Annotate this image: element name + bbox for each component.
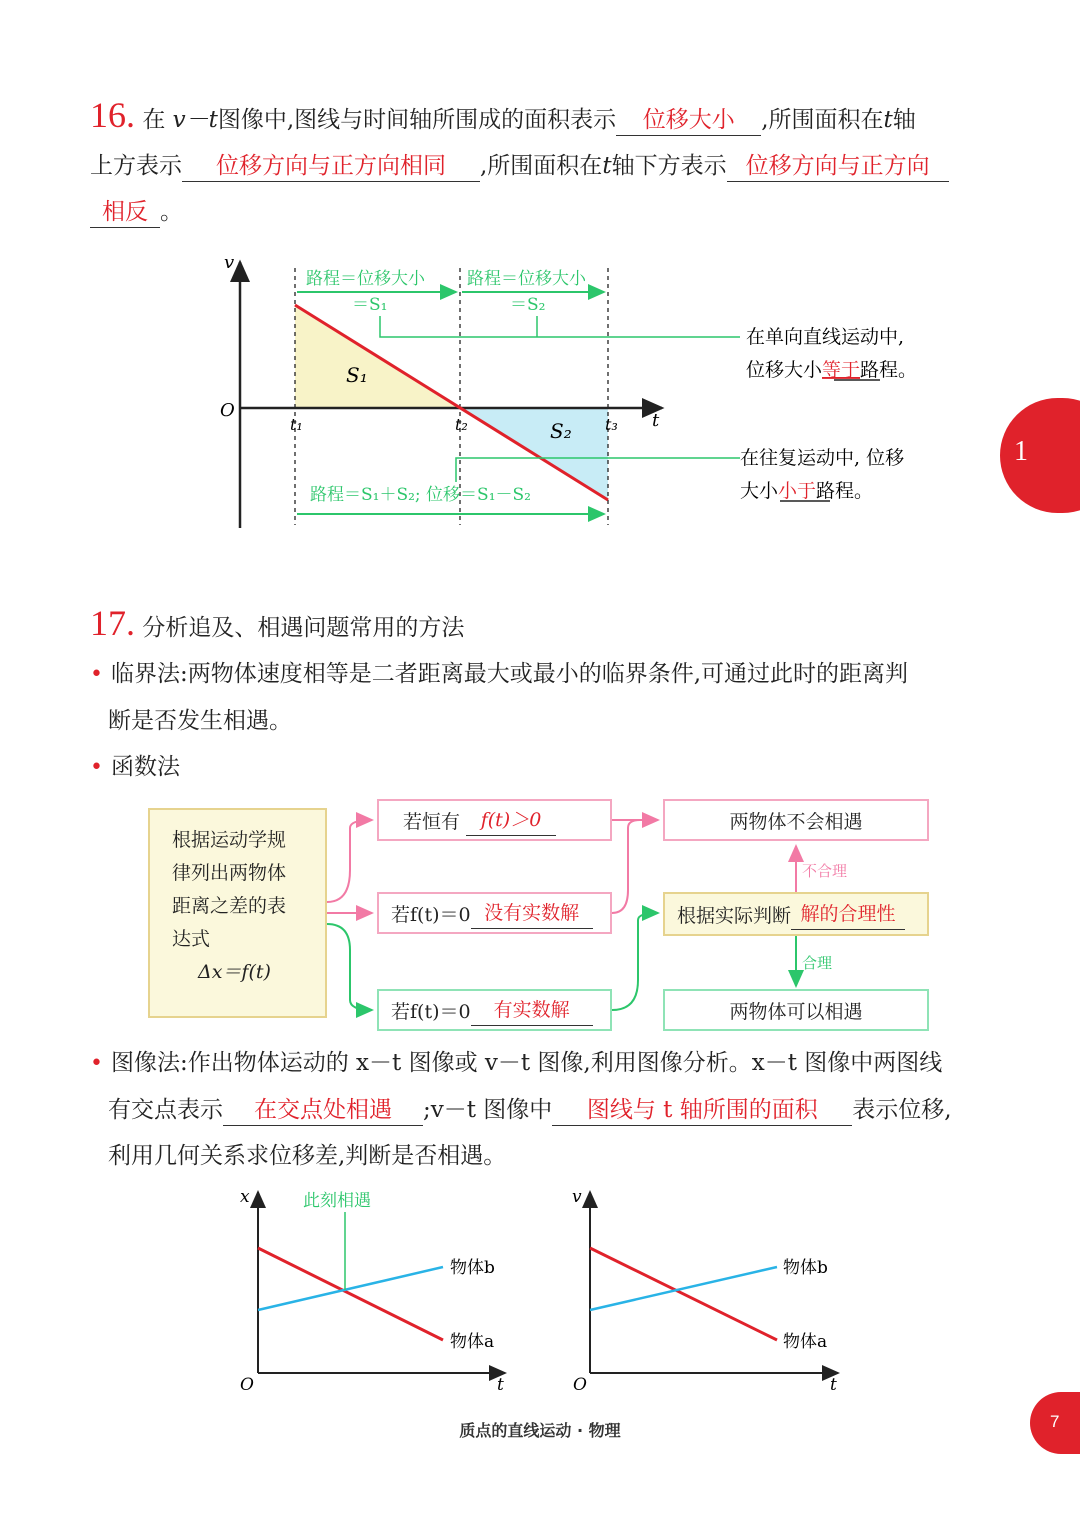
q16-line2	[90, 143, 990, 189]
q17-bullet3-text2c: 表示位移,	[852, 1097, 952, 1123]
q16-text: 。	[160, 199, 183, 225]
xt-line-b	[258, 1267, 443, 1310]
xt-y-label: x	[240, 1187, 250, 1207]
flow-right3-text: 两物体可以相遇	[729, 1000, 863, 1023]
footer-text: 质点的直线运动 · 物理	[459, 1421, 621, 1440]
q16-text: 上方表示	[90, 153, 182, 179]
q17-title-line	[90, 600, 1000, 651]
q16-text: 图像中,图线与时间轴所围成的面积表示	[217, 107, 617, 133]
q17-bullet3-text2: 有交点表示	[108, 1097, 223, 1123]
flow-box3-text: 若f(t)＝0	[391, 1000, 471, 1023]
q16-blank-1: 位移大小	[616, 105, 761, 136]
bottom-label: 路程＝S₁＋S₂; 位移＝S₁－S₂	[310, 485, 531, 505]
flow-box-real-solution	[377, 989, 612, 1031]
flow-left-text: 根据运动学规	[172, 829, 287, 851]
flow-box2-answer: 没有实数解	[471, 898, 593, 929]
flow-result-no-meet	[663, 799, 929, 841]
flow-box1-answer: f(t)＞0	[466, 805, 556, 836]
flow-right2-answer: 解的合理性	[791, 899, 905, 930]
q16-text: 轴下方表示	[611, 153, 727, 179]
flow-box-always-positive	[377, 799, 612, 841]
q16-number: 16.	[90, 95, 135, 135]
q17-bullet3-line3	[90, 1133, 1000, 1179]
question-16	[90, 92, 990, 235]
q17-bullet3-text2b: ;v－t 图像中	[423, 1097, 553, 1123]
vt-graph	[572, 1187, 838, 1395]
page-number-badge	[1030, 1392, 1080, 1454]
flow-left-text: 律列出两物体	[172, 862, 287, 884]
note2-line2: 大小小于路程。	[740, 480, 874, 502]
q16-text: ,所围面积在	[761, 107, 884, 133]
vt-area-diagram	[0, 250, 1080, 550]
vt-y-label: v	[572, 1187, 582, 1207]
q17-bullet1-line2	[90, 698, 1000, 744]
flow-box2-text: 若f(t)＝0	[391, 903, 471, 926]
flow-left-text: 距离之差的表	[172, 895, 287, 917]
reasonable-label: 合理	[802, 954, 833, 972]
q16-line1	[90, 92, 990, 143]
note1-line1: 在单向直线运动中,	[746, 326, 905, 348]
unreasonable-label: 不合理	[802, 862, 848, 880]
q17-bullet3-text1: 图像法:作出物体运动的 x－t 图像或 v－t 图像,利用图像分析。x－t 图像中两图线	[110, 1050, 943, 1076]
flow-judge-box	[663, 892, 929, 936]
q17-bullet2-text: 函数法	[110, 754, 180, 780]
meeting-graphs	[0, 1180, 1080, 1400]
xt-origin: O	[240, 1375, 254, 1395]
q16-blank-2: 位移方向与正方向相同	[182, 151, 480, 182]
flow-right2-text: 根据实际判断	[677, 904, 792, 927]
top-label-1b: ＝S₁	[352, 295, 388, 315]
flow-box3-answer: 有实数解	[471, 995, 593, 1026]
q17-bullet1-text2: 断是否发生相遇。	[108, 708, 292, 734]
top-label-1a: 路程＝位移大小	[306, 269, 425, 289]
vt-x-label: t	[830, 1375, 837, 1395]
origin-label: O	[220, 400, 235, 421]
q16-blank-3b: 相反	[90, 197, 160, 228]
note1-line2: 位移大小等于路程。	[746, 359, 918, 381]
xt-label-a: 物体a	[450, 1332, 495, 1352]
vt-origin: O	[573, 1375, 587, 1395]
q17-bullet3	[90, 1040, 1000, 1179]
q16-vt: v－t	[172, 107, 218, 133]
q17-bullet3-line2	[90, 1087, 1000, 1133]
q17-bullet3-blank1: 在交点处相遇	[223, 1095, 423, 1126]
xt-graph	[240, 1187, 505, 1395]
xt-label-b: 物体b	[450, 1258, 495, 1278]
q17-bullet1-text: 临界法:两物体速度相等是二者距离最大或最小的临界条件,可通过此时的距离判	[110, 661, 909, 687]
q17-number: 17.	[90, 603, 135, 643]
q17-bullet3-line1	[90, 1040, 1000, 1087]
s2-label: S₂	[550, 419, 572, 443]
q17-bullet3-blank2: 图线与 t 轴所围的面积	[552, 1095, 852, 1126]
flow-box1-text: 若恒有	[403, 810, 461, 833]
q17-bullet2	[90, 744, 1000, 791]
q16-text: ,所围面积在	[480, 153, 603, 179]
t3-label: t₃	[605, 415, 618, 434]
flow-result-can-meet	[663, 989, 929, 1031]
top-label-2a: 路程＝位移大小	[467, 269, 586, 289]
v-axis-label: v	[224, 252, 235, 273]
vt-label-b: 物体b	[783, 1258, 828, 1278]
connector-1	[380, 316, 740, 337]
note2-line1: 在往复运动中, 位移	[740, 447, 905, 469]
page-number: 7	[1050, 1412, 1060, 1431]
s1-label: S₁	[346, 363, 368, 387]
question-17	[90, 600, 1000, 791]
q16-line3	[90, 189, 990, 235]
flow-left-formula: Δx＝f(t)	[198, 961, 271, 983]
q17-bullet1	[90, 651, 1000, 698]
bullet-icon: •	[90, 755, 103, 780]
flow-right1-text: 两物体不会相遇	[729, 810, 863, 833]
xt-meet-label: 此刻相遇	[303, 1191, 371, 1211]
bullet-icon: •	[90, 1051, 103, 1076]
q16-t: t	[883, 107, 893, 133]
q16-blank-3a: 位移方向与正方向	[727, 151, 949, 182]
vt-line-b	[590, 1267, 777, 1310]
flow-box-no-real-solution	[377, 892, 612, 934]
chapter-tab-number: 1	[1014, 436, 1028, 467]
xt-line-a	[258, 1248, 443, 1340]
q16-text: 轴	[892, 107, 916, 133]
t1-label: t₁	[290, 415, 303, 434]
vt-label-a: 物体a	[783, 1332, 828, 1352]
q17-bullet3-text3: 利用几何关系求位移差,判断是否相遇。	[108, 1143, 507, 1169]
xt-x-label: t	[497, 1375, 504, 1395]
t2-label: t₂	[455, 415, 468, 434]
flow-left-text: 达式	[172, 928, 211, 950]
t-axis-label: t	[652, 410, 660, 431]
q16-t: t	[602, 153, 612, 179]
bullet-icon: •	[90, 662, 103, 687]
top-label-2b: ＝S₂	[510, 295, 546, 315]
flow-left-box	[148, 808, 327, 1018]
q16-text: 在	[142, 107, 166, 133]
vt-line-a	[590, 1248, 777, 1340]
q17-title: 分析追及、相遇问题常用的方法	[142, 615, 465, 641]
